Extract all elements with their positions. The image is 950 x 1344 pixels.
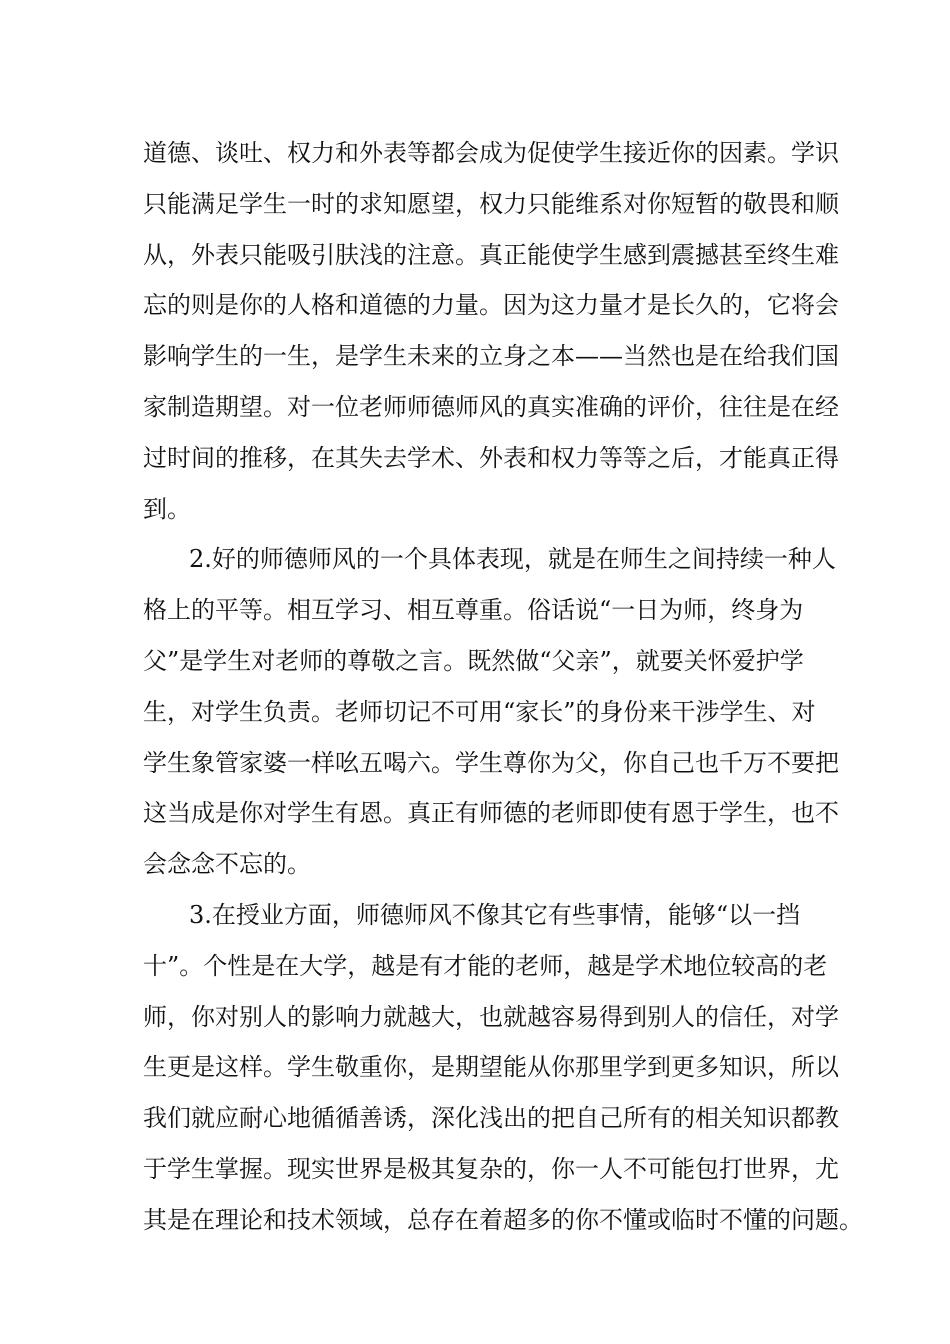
- paragraph-start-line: 3.在授业方面，师德师风不像其它有些事情，能够“以一挡: [189, 900, 801, 929]
- text-line: 于学生掌握。现实世界是极其复杂的，你一人不可能包打世界，尤: [143, 1154, 839, 1183]
- text-line: 过时间的推移，在其失去学术、外表和权力等等之后，才能真正得: [143, 443, 839, 472]
- body-text: [143, 128, 863, 1246]
- text-line: 师，你对别人的影响力就越大，也就越容易得到别人的信任，对学: [143, 1002, 839, 1031]
- text-line: 生，对学生负责。老师切记不可用“家长”的身份来干涉学生、对: [143, 697, 816, 726]
- text-line: 父”是学生对老师的尊敬之言。既然做“父亲”，就要关怀爱护学: [143, 646, 804, 675]
- text-line: 到。: [143, 494, 191, 523]
- text-line: 这当成是你对学生有恩。真正有师德的老师即使有恩于学生，也不: [143, 799, 839, 828]
- text-line: 道德、谈吐、权力和外表等都会成为促使学生接近你的因素。学识: [143, 139, 839, 167]
- text-line: 只能满足学生一时的求知愿望，权力只能维系对你短暂的敬畏和顺: [143, 189, 839, 218]
- text-line: 会念念不忘的。: [143, 850, 311, 879]
- paragraph-start-line: 2.好的师德师风的一个具体表现，就是在师生之间持续一种人: [189, 545, 836, 574]
- text-line: 其是在理论和技术领域，总存在着超多的你不懂或临时不懂的问题。: [143, 1205, 863, 1234]
- text-line: 家制造期望。对一位老师师德师风的真实准确的评价，往往是在经: [143, 392, 839, 421]
- text-line: 从，外表只能吸引肤浅的注意。真正能使学生感到震撼甚至终生难: [143, 240, 839, 269]
- text-line: 忘的则是你的人格和道德的力量。因为这力量才是长久的，它将会: [143, 291, 839, 320]
- text-line: 我们就应耐心地循循善诱，深化浅出的把自己所有的相关知识都教: [143, 1104, 839, 1133]
- text-line: 生更是这样。学生敬重你，是期望能从你那里学到更多知识，所以: [143, 1053, 839, 1082]
- text-line: 格上的平等。相互学习、相互尊重。俗话说“一日为师，终身为: [143, 596, 804, 625]
- text-line: 影响学生的一生，是学生未来的立身之本——当然也是在给我们国: [143, 342, 839, 371]
- text-line: 学生象管家婆一样吆五喝六。学生尊你为父，你自己也千万不要把: [143, 748, 839, 777]
- text-line: 十”。个性是在大学，越是有才能的老师，越是学术地位较高的老: [143, 951, 828, 980]
